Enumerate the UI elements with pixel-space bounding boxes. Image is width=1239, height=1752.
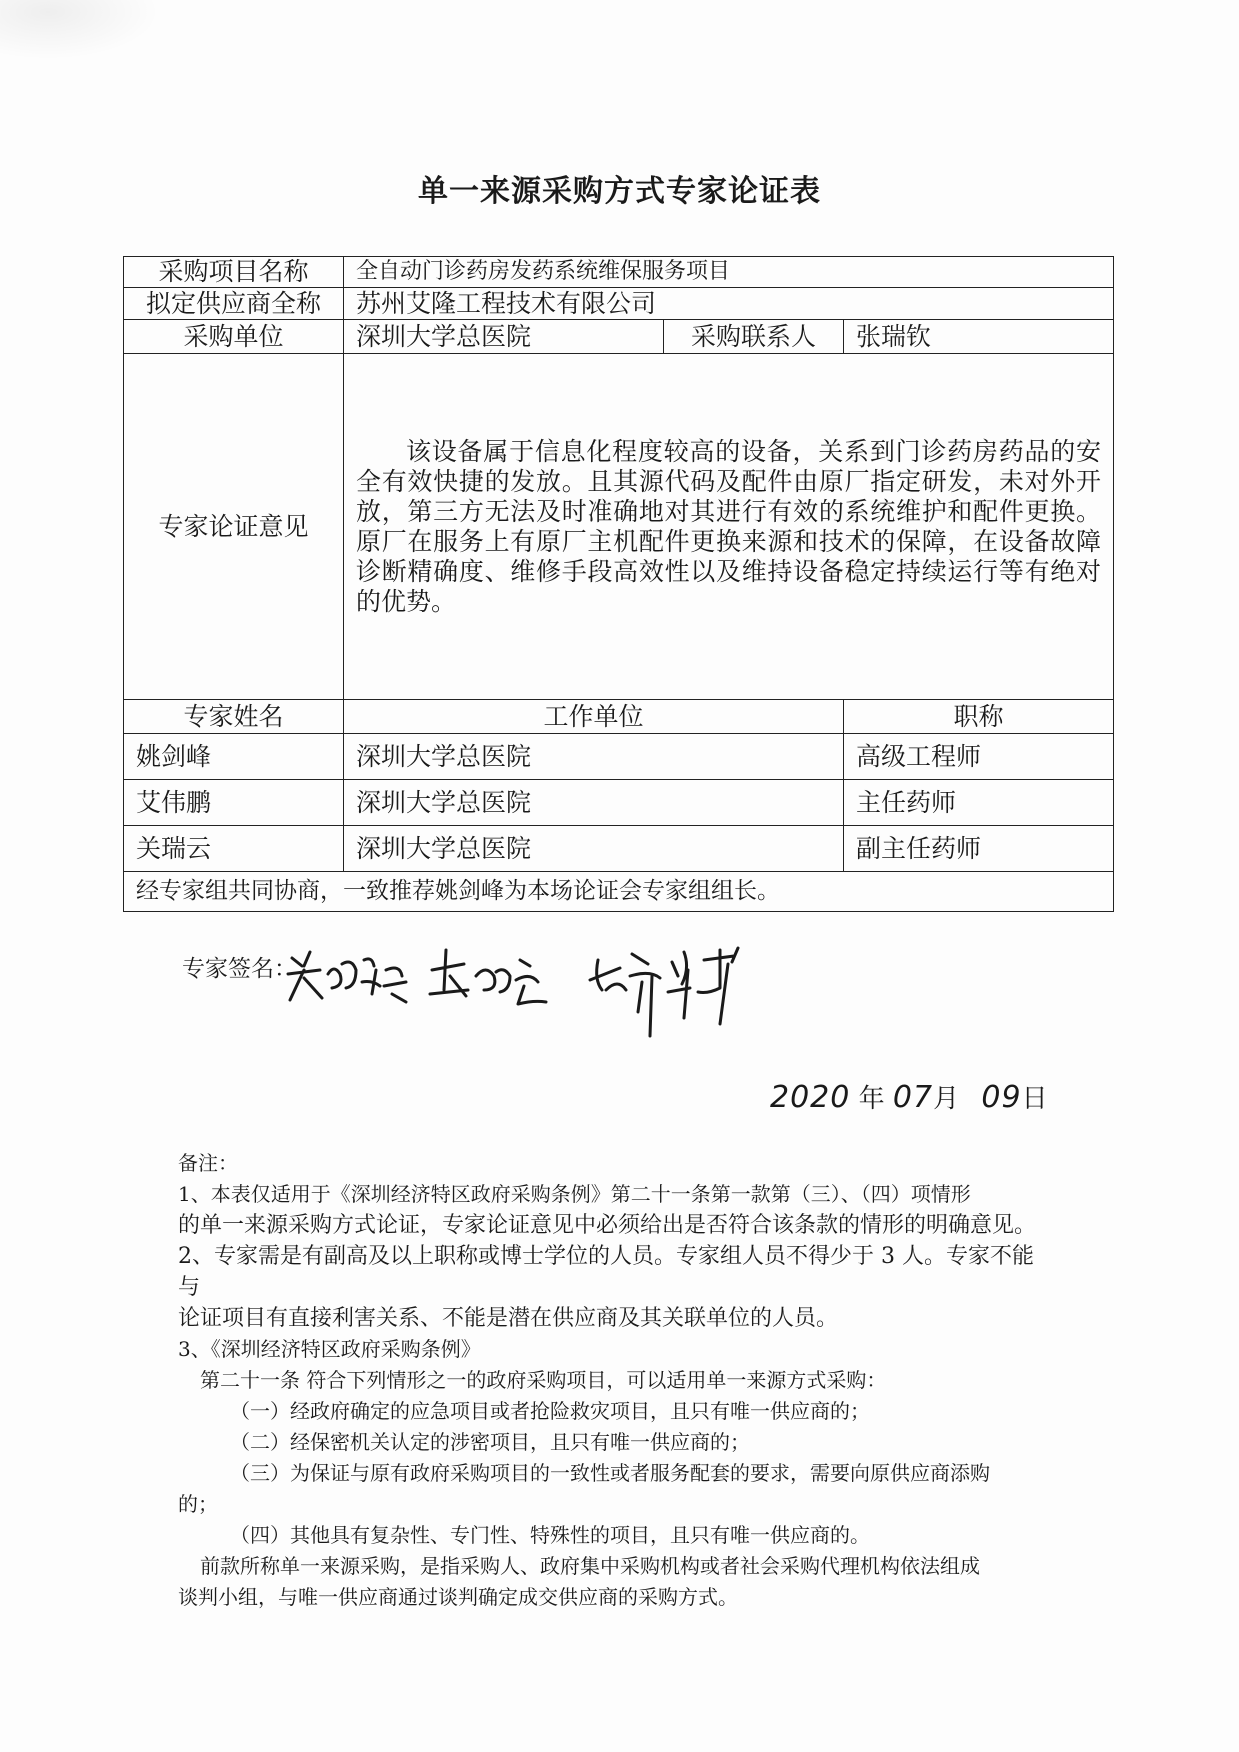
expert-row — [124, 734, 1114, 780]
signing-date — [770, 1078, 1048, 1115]
case-1: （一）经政府确定的应急项目或者抢险救灾项目，且只有唯一供应商的； — [230, 1399, 870, 1423]
case-3-line-1: （三）为保证与原有政府采购项目的一致性或者服务配套的要求，需要向原供应商添购 — [230, 1461, 990, 1485]
opinion-text: 该设备属于信息化程度较高的设备，关系到门诊药房药品的安全有效快捷的发放。且其源代码及配件由原厂指定研发，未对外开放，第三方无法及时准确地对其进行有效的系统维护和配件更换。原厂在服务上有原厂主机配件更换来源和技术的保障，在设备故障诊断精确度、维修手段高效性以及维持设备稳定持续运行等有绝对的优势。 — [344, 354, 1114, 700]
definition-line-1: 前款所称单一来源采购，是指采购人、政府集中采购机构或者社会采购代理机构依法组成 — [200, 1554, 980, 1578]
opinion-label: 专家论证意见 — [124, 354, 344, 700]
notes-section — [178, 1148, 1048, 1613]
row-purchaser — [124, 320, 1114, 354]
expert-evaluation-table — [123, 256, 1114, 912]
row-supplier — [124, 288, 1114, 320]
page-title: 单一来源采购方式专家论证表 — [418, 174, 821, 209]
expert-unit: 深圳大学总医院 — [344, 826, 844, 872]
signature-3 — [590, 948, 738, 1036]
header-expert-name: 专家姓名 — [124, 700, 344, 734]
purchaser-label: 采购单位 — [124, 320, 344, 354]
note-2-line-2: 论证项目有直接利害关系、不能是潜在供应商及其关联单位的人员。 — [178, 1306, 839, 1331]
expert-unit: 深圳大学总医院 — [344, 780, 844, 826]
expert-name: 姚剑峰 — [124, 734, 344, 780]
expert-title: 高级工程师 — [844, 734, 1114, 780]
header-work-unit: 工作单位 — [344, 700, 844, 734]
date-month-unit: 月 — [933, 1084, 960, 1114]
date-year: 2020 — [770, 1080, 851, 1115]
note-2-line-1: 2、专家需是有副高及以上职称或博士学位的人员。专家组人员不得少于 3 人。专家不能与 — [178, 1244, 1034, 1300]
date-day: 09 — [981, 1080, 1022, 1115]
header-job-title: 职称 — [844, 700, 1114, 734]
supplier-value: 苏州艾隆工程技术有限公司 — [344, 288, 1114, 320]
note-1-line-1: 1、本表仅适用于《深圳经济特区政府采购条例》第二十一条第一款第（三）、（四）项情形 — [178, 1182, 971, 1206]
date-month: 07 — [892, 1080, 934, 1115]
signature-label: 专家签名： — [182, 956, 297, 982]
expert-title: 主任药师 — [844, 780, 1114, 826]
expert-title: 副主任药师 — [844, 826, 1114, 872]
signature-1 — [288, 952, 406, 1002]
expert-row — [124, 826, 1114, 872]
scan-shadow — [0, 0, 160, 60]
row-opinion — [124, 354, 1114, 700]
case-4: （四）其他具有复杂性、专门性、特殊性的项目，且只有唯一供应商的。 — [230, 1523, 870, 1547]
note-3: 3、《深圳经济特区政府采购条例》 — [178, 1337, 481, 1361]
contact-value: 张瑞钦 — [844, 320, 1114, 354]
handwritten-signatures — [280, 930, 880, 1070]
experts-header-row — [124, 700, 1114, 734]
definition-line-2: 谈判小组，与唯一供应商通过谈判确定成交供应商的采购方式。 — [178, 1585, 738, 1609]
project-name-value: 全自动门诊药房发药系统维保服务项目 — [344, 257, 1114, 288]
notes-heading: 备注： — [178, 1151, 238, 1175]
date-year-unit: 年 — [858, 1084, 885, 1114]
row-project-name — [124, 257, 1114, 288]
case-3-line-2: 的； — [178, 1492, 218, 1516]
supplier-label: 拟定供应商全称 — [124, 288, 344, 320]
contact-label: 采购联系人 — [664, 320, 844, 354]
expert-name: 艾伟鹏 — [124, 780, 344, 826]
project-name-label: 采购项目名称 — [124, 257, 344, 288]
expert-unit: 深圳大学总医院 — [344, 734, 844, 780]
conclusion-text: 经专家组共同协商，一致推荐姚剑峰为本场论证会专家组组长。 — [124, 872, 1114, 912]
case-2: （二）经保密机关认定的涉密项目，且只有唯一供应商的； — [230, 1430, 750, 1454]
article-21: 第二十一条 符合下列情形之一的政府采购项目，可以适用单一来源方式采购： — [200, 1368, 887, 1392]
purchaser-value: 深圳大学总医院 — [344, 320, 664, 354]
date-day-unit: 日 — [1021, 1084, 1048, 1114]
note-1-line-2: 的单一来源采购方式论证，专家论证意见中必须给出是否符合该条款的情形的明确意见。 — [178, 1213, 1037, 1238]
expert-row — [124, 780, 1114, 826]
signature-2 — [430, 950, 546, 1004]
conclusion-row — [124, 872, 1114, 912]
expert-name: 关瑞云 — [124, 826, 344, 872]
